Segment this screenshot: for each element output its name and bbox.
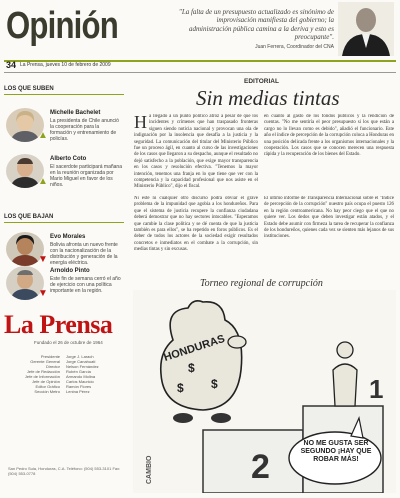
editorial-col-2: Ni este ni cualquier otro discurso podrá obviar el grave problema de la impunidad que agobia a los hondureños. Para que el sistema de justicia recupere la confianza ciudadana deberá demostrar que no hay sectores intocables. "Esperamos que cambie la clase política y se dé cuenta de que la justicia también es para ellos", se ha repetido en foros públicos. Es el deber de todos los actores de la sociedad exigir resultados concretos e inmediatos en el combate a la corrupción, sin medias tintas y sin excusas. [134,196,258,253]
down-arrow-icon: ▼ [38,288,48,299]
speech-text: NO ME GUSTA SER SEGUNDO ¡HAY QUE ROBAR MÁS! [300,440,372,463]
place-two: 2 [251,448,270,486]
section-title: Opinión [6,5,118,47]
staff-row: Editor Gráfico Ramón Flores [35,384,92,389]
staff-row: Gerente General Jorge Canahuati [30,359,96,364]
author-photo [338,2,394,56]
up-arrow-icon: ▲ [38,176,48,187]
header-quote: "La falta de un presupuesto actualizado es sinónimo de improvisación manifiesta del gobierno; la administración pública camina a la deriva y esto es preocupante". [178,8,334,42]
staff-row: Director Nelson Fernández [45,364,99,369]
up-arrow-icon: ▲ [38,130,48,141]
rule-down [4,222,124,223]
drop-cap: H [134,114,147,132]
person-name: Arnoldo Pinto [50,268,90,274]
editorial-label: EDITORIAL [244,78,279,85]
svg-text:$: $ [177,381,184,395]
staff-row: Jefe de Información Armando Molina [24,374,96,379]
editorial-col-3: en cuanto al gasto de los fondos públicos y la rendición de cuentas. "No me sentiría el peor presupuesto si los que están a cargo no lo llevan como es debido", añadió el funcionario. Este año el índice de percepción de la corrupción coloca a Honduras en una posición delicada frente a los organismos internacionales y la cooperación. Los casos que se conocen merecen una respuesta rápida y la recuperación de los bienes del Estado. [264,114,394,158]
svg-text:$: $ [211,377,218,391]
cartoon-title: Torneo regional de corrupción [200,278,323,289]
rule-up [4,94,124,95]
founded-line: Fundado el 26 de octubre de 1964 [34,340,103,345]
quote-author: Juan Ferrera, Coordinador del CNA [255,44,334,50]
staff-row: Jefe de Opinión Carlos Mauricio [31,379,94,384]
page-number: 34 [6,60,17,70]
editorial-col-1: Ha llegado a un punto político atroz a pesar de que los incidentes y crímenes que han traspasado fronteras siguen siendo noticia nacional y provocan una ola de indignación por la insolencia que desafía a la justicia y la seguridad. La comunicación del titular del Ministerio Público fue un proceso ágil, en cuanto al curso de las investigaciones de los casos que llegaron a su despacho, aunque el resultado no dejó satisfecho a la población, que exige mayor transparencia en los casos y resolución efectiva. "Tenemos la mayor intención, tenemos una franja en lo que tiene que ver con la competencia y la capacidad profesional que nos asiste en el Ministerio Público", dijo el fiscal. [134,114,258,190]
person-desc: El sacerdote participará mañana en la reunión organizada por Mario Miguel en favor de los niños. [50,164,122,188]
person-desc: Bolivia afronta un nuevo frente con la nacionalización de la distribución y generación de la energía eléctrica. [50,242,118,266]
up-label: LOS QUE SUBEN [4,86,54,92]
person-name: Evo Morales [50,234,86,240]
editorial-headline: Sin medias tintas [196,86,340,110]
down-label: LOS QUE BAJAN [4,214,54,220]
down-arrow-icon: ▼ [38,254,48,265]
staff-row: Sección Metro Lenina Pérez [34,389,90,394]
person-name: Michelle Bachelet [50,110,101,116]
cartoon [133,290,396,493]
paper-date: La Prensa, jueves 10 de febrero de 2009 [20,62,111,68]
staff-row: Jefe de Redacción Rubén García [26,369,91,374]
staff-box [10,354,126,394]
editorial-col-4: El último informe de Transparencia Internacional sobre el "Índice de percepción de la corrupción" nuestro país ocupa el puesto 126 en la región centroamericana. No hay peor ciego que el que no quiere ver. Los dedos que deben investigar están atados, y el Estado debe asumir con firmeza la tarea de recuperar la confianza de los hondureños, quienes cada vez se sienten más lejanos de sus instituciones. [264,196,394,240]
person-name: Alberto Coto [50,156,87,162]
footer-note: San Pedro Sula, Honduras, C.A. Teléfono: (504) 553-3101 Fax: (504) 553-0778 [8,466,121,476]
staff-row: Presidente Jorge J. Larach [40,354,94,359]
masthead: La Prensa [4,310,113,339]
bag-label: HONDURAS [162,332,227,365]
cartoon-drawing [133,290,396,493]
person-desc: La presidenta de Chile anunció la cooperación para la formación y entrenamiento de policías. [50,118,119,142]
cartoon-signature: CAMBIO [146,455,153,484]
person-desc: Este fin de semana cerró el año de ejercicio con una política importante en la región. [50,276,121,294]
svg-text:$: $ [188,361,195,375]
place-one: 1 [369,374,384,404]
